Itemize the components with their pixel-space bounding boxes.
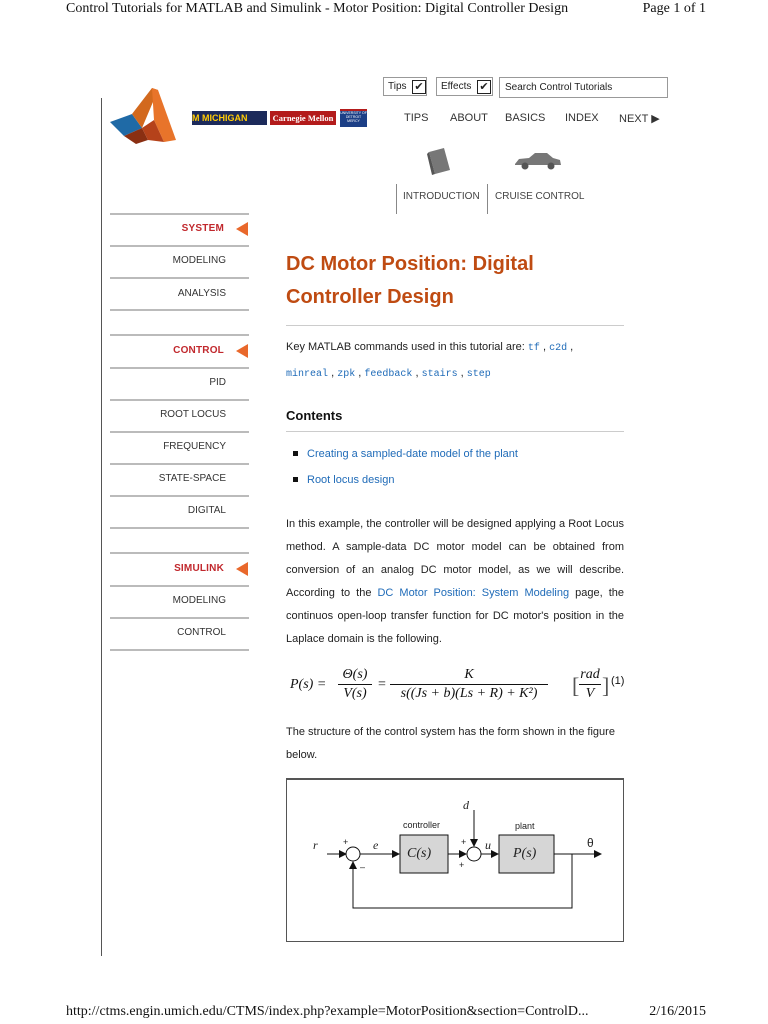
command-link[interactable]: minreal: [286, 369, 329, 380]
category-divider: [396, 184, 397, 214]
unit-denominator: V: [585, 686, 595, 701]
unit-fraction: [579, 667, 601, 702]
equation-numerator: K: [464, 667, 474, 682]
block-diagram: [286, 778, 624, 942]
print-footer-date: 2/16/2015: [649, 1004, 706, 1019]
sidebar-heading-control[interactable]: CONTROL: [173, 345, 224, 356]
sidebar-item-system-analysis[interactable]: ANALYSIS: [177, 288, 226, 299]
signal-r-label: r: [313, 838, 318, 852]
equation-denominator: V(s): [343, 686, 367, 701]
sidebar-item-system-modeling[interactable]: MODELING: [172, 255, 226, 266]
sum-plus-sign: +: [461, 837, 467, 847]
divider: [286, 431, 624, 432]
commands-paragraph: Key MATLAB commands used in this tutorial are: tf , c2d , minreal , zpk , feedback , stairs , step: [286, 341, 574, 380]
output-theta-label: θ: [587, 836, 594, 850]
sidebar-heading-simulink[interactable]: SIMULINK: [174, 563, 224, 574]
sidebar-divider: [110, 367, 249, 369]
car-icon[interactable]: [513, 150, 563, 172]
command-link[interactable]: step: [466, 369, 491, 380]
category-divider: [487, 184, 488, 214]
nav-next[interactable]: NEXT ▶: [619, 113, 660, 125]
sum-plus-sign: +: [459, 860, 465, 870]
carnegie-mellon-logo-text: Carnegie Mellon: [272, 113, 334, 123]
unit-bracket-icon: ]: [602, 673, 610, 698]
fraction-bar: [338, 684, 372, 685]
search-placeholder: Search Control Tutorials: [505, 82, 613, 93]
sidebar-item-frequency[interactable]: FREQUENCY: [163, 441, 226, 452]
bullet-icon: [293, 451, 298, 456]
signal-u-label: u: [485, 838, 491, 852]
command-link[interactable]: c2d: [549, 343, 568, 354]
contents-link-sampled-model[interactable]: Creating a sampled-date model of the plant: [307, 448, 518, 460]
sidebar-divider: [110, 552, 249, 554]
contents-link-root-locus[interactable]: Root locus design: [307, 474, 395, 486]
structure-paragraph: The structure of the control system has the form shown in the figure below.: [286, 726, 615, 761]
equation-lhs: P(s) =: [290, 677, 327, 692]
fraction-bar: [579, 684, 601, 685]
equation-number: (1): [611, 675, 625, 687]
nav-about[interactable]: ABOUT: [450, 112, 488, 124]
sidebar-divider: [110, 585, 249, 587]
sidebar-arrow-icon: [236, 344, 248, 358]
tips-toggle-label: Tips: [388, 81, 407, 92]
carnegie-mellon-logo: [270, 111, 336, 125]
tips-checkbox-icon[interactable]: ✔: [412, 80, 426, 94]
search-input[interactable]: [499, 77, 668, 98]
book-icon[interactable]: [424, 146, 454, 176]
divider: [286, 325, 624, 326]
sum-plus-sign: +: [343, 837, 349, 847]
sidebar-item-pid[interactable]: PID: [209, 377, 226, 388]
unit-numerator: rad: [580, 667, 600, 682]
controller-block-label: C(s): [407, 846, 432, 861]
effects-checkbox-icon[interactable]: ✔: [477, 80, 491, 94]
fraction-bar: [390, 684, 548, 685]
sidebar-item-digital[interactable]: DIGITAL: [187, 505, 226, 516]
sidebar-arrow-icon: [236, 562, 248, 576]
page-title-line: DC Motor Position: Digital: [286, 253, 534, 275]
sidebar-item-simulink-control[interactable]: CONTROL: [177, 627, 226, 638]
sidebar-divider: [110, 309, 249, 311]
page-frame-line: [101, 98, 102, 956]
contents-heading: Contents: [286, 408, 343, 423]
print-footer-url: http://ctms.engin.umich.edu/CTMS/index.php?example=MotorPosition&section=ControlD...: [66, 1004, 589, 1019]
michigan-logo-text: M MICHIGAN: [192, 113, 248, 123]
sum-minus-sign: –: [360, 862, 366, 872]
equation-fraction: [338, 667, 372, 702]
sidebar-divider: [110, 213, 249, 215]
commands-intro: Key MATLAB commands used in this tutorial are:: [286, 341, 525, 353]
plant-block-label: P(s): [513, 846, 537, 861]
sidebar-arrow-icon: [236, 222, 248, 236]
effects-toggle-label: Effects: [441, 81, 472, 92]
tips-toggle[interactable]: [383, 77, 427, 96]
sidebar-divider: [110, 334, 249, 336]
sidebar-divider: [110, 617, 249, 619]
category-cruise-control[interactable]: CRUISE CONTROL: [495, 191, 585, 202]
effects-toggle[interactable]: [436, 77, 493, 96]
detroit-mercy-logo: [340, 109, 367, 127]
nav-index[interactable]: INDEX: [565, 112, 599, 124]
sidebar-item-root-locus[interactable]: ROOT LOCUS: [160, 409, 226, 420]
sidebar-divider: [110, 431, 249, 433]
command-link[interactable]: stairs: [421, 369, 458, 380]
detroit-mercy-logo-text: UNIVERSITY OF DETROIT MERCY: [340, 111, 367, 123]
sidebar-divider: [110, 399, 249, 401]
print-footer: [66, 1004, 706, 1024]
system-modeling-link[interactable]: DC Motor Position: System Modeling: [377, 587, 570, 599]
equation-fraction: [390, 667, 548, 702]
unit-bracket-icon: [: [572, 673, 580, 698]
sidebar-divider: [110, 277, 249, 279]
sidebar-divider: [110, 527, 249, 529]
michigan-logo: [192, 111, 267, 125]
sidebar-item-simulink-modeling[interactable]: MODELING: [172, 595, 226, 606]
nav-basics[interactable]: BASICS: [505, 112, 546, 124]
sidebar-item-state-space[interactable]: STATE-SPACE: [158, 473, 226, 484]
sidebar-divider: [110, 495, 249, 497]
page-title-line: Controller Design: [286, 286, 454, 308]
sidebar-heading-system[interactable]: SYSTEM: [181, 223, 224, 234]
print-header-title: Control Tutorials for MATLAB and Simulink - Motor Position: Digital Controller Design: [66, 1, 569, 16]
block-diagram-svg: [287, 780, 623, 940]
matlab-logo-icon: [108, 84, 178, 148]
print-header-page: Page 1 of 1: [642, 1, 706, 16]
bullet-icon: [293, 477, 298, 482]
equation-denominator: s((Js + b)(Ls + R) + K²): [400, 686, 538, 701]
plant-label: plant: [515, 821, 535, 831]
page-title: [286, 248, 586, 314]
intro-text: In this example, the controller will be designed applying a Root Locus method. A sample-data DC motor model can be obtained from conversion of an analog DC motor model, as we will describe. According to the: [286, 518, 624, 599]
intro-text: page, the continuos open-loop transfer function for DC motor's position in the Laplace domain is the following.: [286, 587, 625, 645]
equation-equals: =: [378, 677, 386, 692]
sidebar-divider: [110, 463, 249, 465]
print-header: [66, 0, 706, 22]
signal-e-label: e: [373, 838, 379, 852]
equation-numerator: Θ(s): [342, 667, 368, 682]
disturbance-d-label: d: [463, 798, 469, 812]
sidebar-divider: [110, 649, 249, 651]
intro-paragraph: [286, 513, 624, 651]
category-introduction[interactable]: INTRODUCTION: [403, 191, 480, 202]
command-link[interactable]: feedback: [364, 369, 413, 380]
command-link[interactable]: tf: [527, 343, 540, 354]
sidebar-divider: [110, 245, 249, 247]
command-link[interactable]: zpk: [337, 369, 356, 380]
nav-tips[interactable]: TIPS: [404, 112, 429, 124]
controller-label: controller: [403, 820, 441, 830]
transfer-function-equation: [286, 665, 626, 705]
